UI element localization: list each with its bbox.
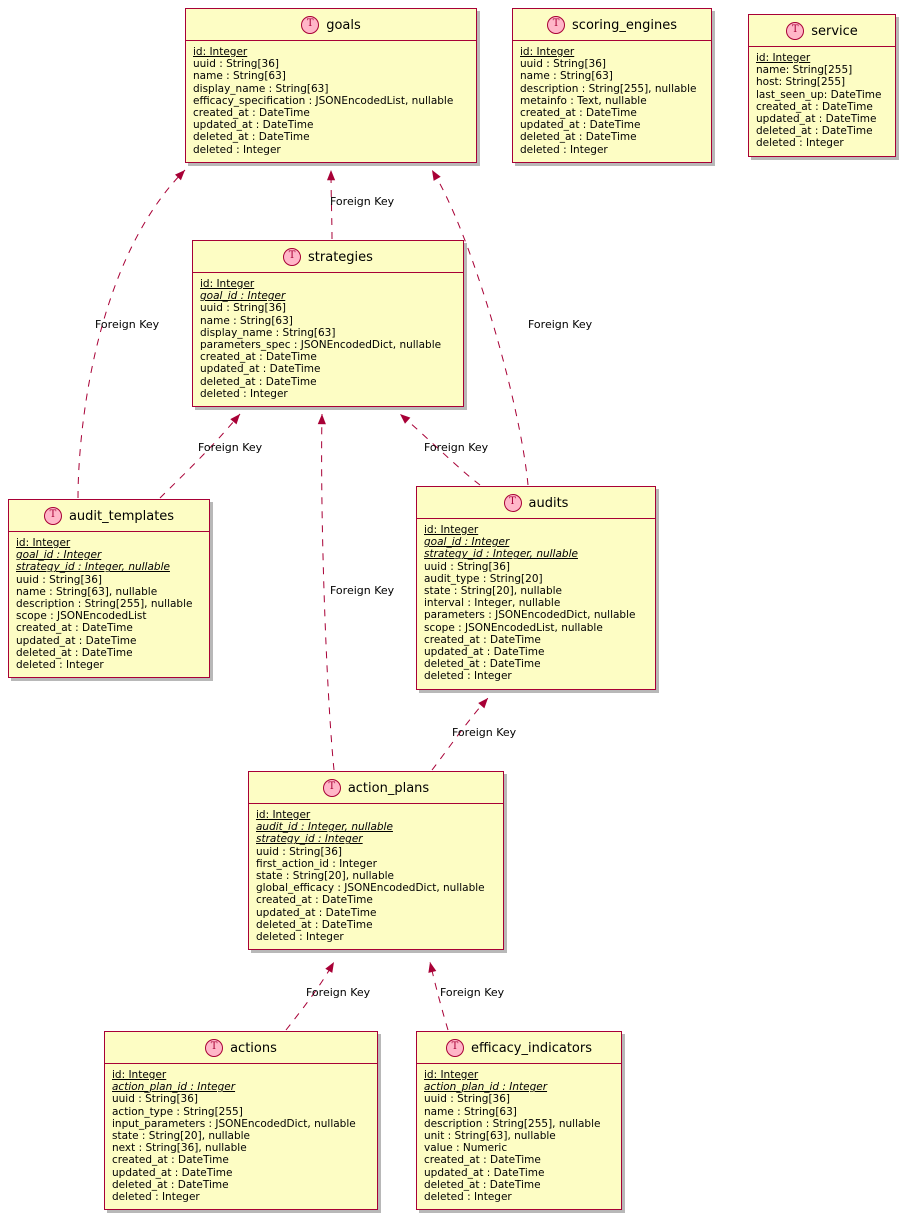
entity-field: next : String[36], nullable: [112, 1142, 247, 1155]
entity-field: deleted : Integer: [256, 931, 344, 944]
entity-field: deleted : Integer: [520, 143, 608, 156]
entity-field: goal_id : Integer: [200, 290, 286, 303]
entity-field: deleted : Integer: [424, 1191, 512, 1204]
relationship-arrowhead: [325, 962, 334, 973]
relationship-arrowhead: [428, 962, 436, 973]
entity-field: audit_id : Integer, nullable: [256, 821, 393, 834]
entity-field: updated_at : DateTime: [520, 119, 641, 132]
entity-field: deleted_at : DateTime: [200, 375, 317, 388]
entity-title: service: [811, 23, 858, 39]
table-entity-icon: T: [323, 779, 341, 797]
entity-field: id: Integer: [424, 524, 479, 536]
relationship-arrowhead: [400, 414, 410, 424]
entity-field: value : Numeric: [424, 1142, 508, 1155]
entity-field: deleted : Integer: [193, 143, 281, 156]
entity-field: name: String[255]: [756, 64, 853, 77]
entity-field: action_type : String[255]: [112, 1105, 243, 1118]
entity-field: deleted : Integer: [756, 137, 844, 150]
entity-field: uuid : String[36]: [424, 560, 510, 573]
table-entity-icon: T: [547, 16, 565, 34]
entity-field: uuid : String[36]: [200, 302, 286, 315]
relationship-arrowhead: [432, 170, 441, 181]
entity-field: deleted_at : DateTime: [520, 131, 637, 144]
entity-field: id: Integer: [256, 809, 311, 821]
entity-field: deleted_at : DateTime: [424, 658, 541, 671]
relationship-arrowhead: [175, 170, 185, 180]
entity-service[interactable]: [748, 14, 896, 157]
entity-field: id: Integer: [424, 1069, 479, 1081]
entity-scoring_engines[interactable]: [512, 8, 712, 163]
relationship-label: Foreign Key: [424, 441, 489, 454]
entity-header: [417, 487, 655, 519]
relationship-arrowhead: [318, 414, 326, 424]
entity-field: state : String[20], nullable: [256, 870, 394, 883]
entity-field: deleted_at : DateTime: [193, 131, 310, 144]
relationship-arrowhead: [327, 170, 335, 180]
entity-field: scope : JSONEncodedList: [16, 610, 147, 623]
entity-field-list: [193, 273, 463, 406]
entity-field: updated_at : DateTime: [16, 634, 137, 647]
entity-field: description : String[255], nullable: [16, 598, 193, 611]
entity-header: [749, 15, 895, 47]
entity-field: id: Integer: [200, 278, 255, 290]
entity-header: [193, 241, 463, 273]
entity-field: display_name : String[63]: [193, 82, 329, 95]
entity-field: uuid : String[36]: [520, 58, 606, 71]
entity-field: efficacy_specification : JSONEncodedList, nullable: [193, 94, 454, 107]
entity-field: audit_type : String[20]: [424, 572, 543, 585]
entity-field: deleted_at : DateTime: [756, 125, 873, 138]
entity-field: id: Integer: [112, 1069, 167, 1081]
entity-field: goal_id : Integer: [424, 536, 510, 549]
entity-action_plans[interactable]: [248, 771, 504, 950]
entity-field: id: Integer: [756, 52, 811, 64]
entity-field: deleted : Integer: [424, 670, 512, 683]
entity-field: parameters : JSONEncodedDict, nullable: [424, 609, 636, 622]
entity-field: unit : String[63], nullable: [424, 1130, 556, 1143]
relationship-label: Foreign Key: [330, 584, 395, 597]
entity-field: name : String[63]: [424, 1105, 517, 1118]
relationship-arrowhead: [478, 698, 488, 708]
relationship-arrowhead: [230, 414, 240, 424]
entity-title: actions: [230, 1040, 277, 1056]
entity-field: scope : JSONEncodedList, nullable: [424, 621, 603, 634]
relationship-label: Foreign Key: [95, 318, 160, 331]
entity-field: interval : Integer, nullable: [424, 597, 561, 610]
entity-field: uuid : String[36]: [112, 1093, 198, 1106]
entity-field: created_at : DateTime: [112, 1154, 229, 1167]
entity-field: uuid : String[36]: [256, 845, 342, 858]
entity-title: audits: [528, 495, 569, 511]
entity-field-list: [186, 41, 476, 162]
entity-field: display_name : String[63]: [200, 326, 336, 339]
table-entity-icon: T: [283, 248, 301, 266]
relationship-label: Foreign Key: [452, 726, 517, 739]
relationship-link: [78, 170, 185, 498]
entity-efficacy_indicators[interactable]: [416, 1031, 622, 1210]
entity-field: metainfo : Text, nullable: [520, 94, 647, 107]
entity-header: [9, 500, 209, 532]
entity-field: name : String[63], nullable: [16, 585, 158, 598]
entity-field: global_efficacy : JSONEncodedDict, nullable: [256, 882, 485, 895]
entity-field: uuid : String[36]: [193, 58, 279, 71]
entity-title: audit_templates: [68, 508, 175, 524]
entity-field: action_plan_id : Integer: [112, 1081, 236, 1094]
entity-title: strategies: [308, 249, 373, 265]
entity-field: name : String[63]: [520, 70, 613, 83]
entity-field-list: [249, 804, 503, 949]
entity-field: created_at : DateTime: [424, 1154, 541, 1167]
entity-field: last_seen_up: DateTime: [756, 88, 882, 101]
entity-field: strategy_id : Integer: [256, 833, 363, 846]
entity-goals[interactable]: [185, 8, 477, 163]
entity-field: id: Integer: [16, 537, 71, 549]
entity-field: deleted : Integer: [200, 387, 288, 400]
entity-field: name : String[63]: [193, 70, 286, 83]
table-entity-icon: T: [504, 494, 522, 512]
entity-field: deleted_at : DateTime: [424, 1178, 541, 1191]
relationship-label: Foreign Key: [198, 441, 263, 454]
entity-header: [186, 9, 476, 41]
entity-field: created_at : DateTime: [200, 351, 317, 364]
entity-field: strategy_id : Integer, nullable: [16, 561, 170, 574]
entity-field: updated_at : DateTime: [424, 646, 545, 659]
entity-field: created_at : DateTime: [256, 894, 373, 907]
relationship-link: [160, 414, 240, 498]
entity-field-list: [749, 47, 895, 156]
table-entity-icon: T: [44, 507, 62, 525]
relationship-label: Foreign Key: [528, 318, 593, 331]
table-entity-icon: T: [786, 22, 804, 40]
entity-field: deleted : Integer: [16, 659, 104, 672]
table-entity-icon: T: [205, 1039, 223, 1057]
relationship-label: Foreign Key: [440, 986, 505, 999]
entity-field: updated_at : DateTime: [193, 119, 314, 132]
entity-field: deleted_at : DateTime: [16, 646, 133, 659]
relationship-label: Foreign Key: [306, 986, 371, 999]
entity-field: updated_at : DateTime: [256, 906, 377, 919]
entity-field: parameters_spec : JSONEncodedDict, nullable: [200, 339, 442, 352]
entity-field-list: [513, 41, 711, 162]
entity-field: created_at : DateTime: [16, 622, 133, 635]
entity-field: created_at : DateTime: [756, 100, 873, 113]
entity-field: description : String[255], nullable: [520, 82, 697, 95]
entity-audits[interactable]: [416, 486, 656, 690]
entity-field: updated_at : DateTime: [424, 1166, 545, 1179]
entity-header: [105, 1032, 377, 1064]
entity-title: goals: [326, 17, 361, 33]
entity-header: [249, 772, 503, 804]
entity-field: state : String[20], nullable: [112, 1130, 250, 1143]
entity-field: description : String[255], nullable: [424, 1117, 601, 1130]
entity-field-list: [105, 1064, 377, 1209]
entity-field-list: [417, 1064, 621, 1209]
entity-field: first_action_id : Integer: [256, 857, 377, 870]
entity-field: state : String[20], nullable: [424, 585, 562, 598]
entity-field: uuid : String[36]: [16, 573, 102, 586]
entity-field: host: String[255]: [756, 76, 846, 89]
entity-header: [417, 1032, 621, 1064]
entity-field: deleted : Integer: [112, 1191, 200, 1204]
entity-field: strategy_id : Integer, nullable: [424, 548, 578, 561]
relationship-label: Foreign Key: [330, 195, 395, 208]
entity-field: created_at : DateTime: [424, 633, 541, 646]
entity-strategies[interactable]: [192, 240, 464, 407]
entity-field-list: [417, 519, 655, 689]
entity-title: scoring_engines: [572, 17, 677, 33]
entity-field: created_at : DateTime: [193, 107, 310, 120]
entity-field-list: [9, 532, 209, 677]
entity-title: action_plans: [347, 780, 430, 796]
entity-title: efficacy_indicators: [470, 1040, 593, 1056]
entity-field: updated_at : DateTime: [756, 113, 877, 126]
table-entity-icon: T: [446, 1039, 464, 1057]
entity-field: updated_at : DateTime: [200, 363, 321, 376]
entity-field: action_plan_id : Integer: [424, 1081, 548, 1094]
entity-field: name : String[63]: [200, 314, 293, 327]
entity-actions[interactable]: [104, 1031, 378, 1210]
entity-field: id: Integer: [520, 46, 575, 58]
entity-audit_templates[interactable]: [8, 499, 210, 678]
table-entity-icon: T: [301, 16, 319, 34]
entity-field: created_at : DateTime: [520, 107, 637, 120]
entity-field: uuid : String[36]: [424, 1093, 510, 1106]
entity-field: id: Integer: [193, 46, 248, 58]
entity-field: updated_at : DateTime: [112, 1166, 233, 1179]
entity-field: deleted_at : DateTime: [112, 1178, 229, 1191]
entity-field: goal_id : Integer: [16, 549, 102, 562]
entity-field: input_parameters : JSONEncodedDict, nullable: [112, 1117, 356, 1130]
entity-header: [513, 9, 711, 41]
entity-field: deleted_at : DateTime: [256, 918, 373, 931]
